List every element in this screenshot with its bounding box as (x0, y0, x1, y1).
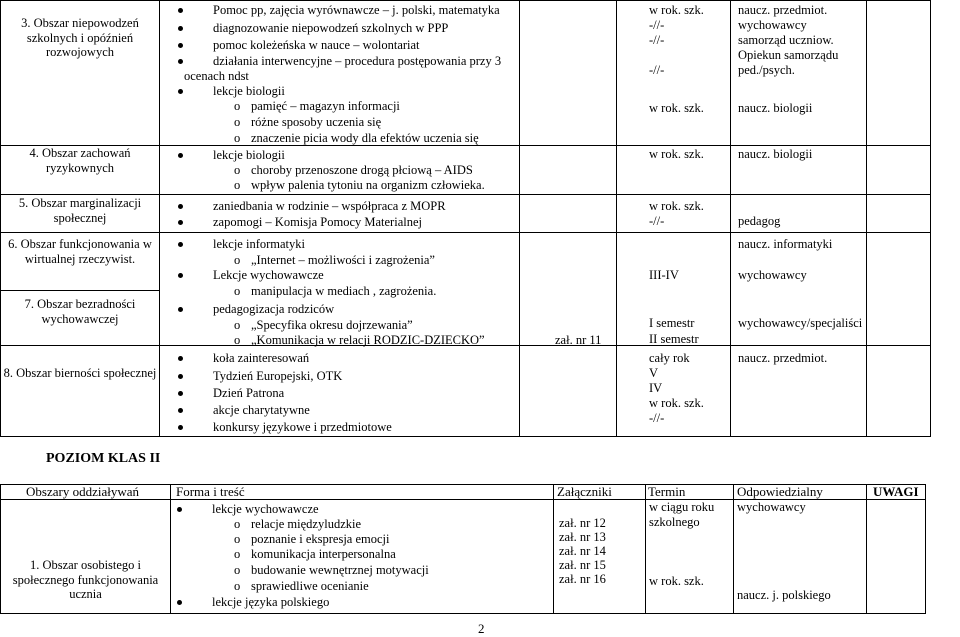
col-divider (170, 484, 171, 614)
responsible-cell: naucz. przedmiot. (738, 3, 828, 17)
term-cell: cały rok (649, 351, 690, 365)
list-item: lekcje informatyki (213, 237, 305, 251)
col-divider (866, 484, 867, 614)
sub-list-item: o różne sposoby uczenia się (251, 115, 381, 130)
column-header: Załączniki (557, 484, 612, 499)
term-cell: w rok. szk. (649, 396, 704, 410)
attachment-cell: zał. nr 16 (559, 572, 606, 586)
term-cell: -//- (649, 33, 665, 47)
sub-list-item: o znaczenie picia wody dla efektów uczenia się (251, 131, 479, 146)
sub-list-item: o manipulacja w mediach , zagrożenia. (251, 284, 436, 299)
column-header: Termin (648, 484, 686, 499)
col-divider (645, 484, 646, 614)
column-header: UWAGI (873, 484, 919, 499)
area-cell: 3. Obszar niepowodzeń szkolnych i opóźnień rozwojowych (21, 16, 139, 59)
list-item: pomoc koleżeńska w nauce – wolontariat (213, 38, 420, 52)
area-cell: 7. Obszar bezradności wychowawczej (24, 297, 136, 326)
sub-list-item: o budowanie wewnętrznej motywacji (251, 563, 429, 578)
sub-list-item: o relacje międzyludzkie (251, 517, 361, 532)
top-border (0, 0, 930, 1)
level-title: POZIOM KLAS II (46, 451, 161, 466)
sub-list-item: o poznanie i ekspresja emocji (251, 532, 390, 547)
column-header: Odpowiedzialny (737, 484, 823, 499)
responsible-cell: samorząd uczniow. (738, 33, 834, 47)
list-item: diagnozowanie niepowodzeń szkolnych w PPP (213, 21, 449, 35)
area-cell: 5. Obszar marginalizacji społecznej (18, 196, 142, 225)
attachment-cell: zał. nr 13 (559, 530, 606, 544)
term-cell: III-IV (649, 268, 679, 282)
term-cell: IV (649, 381, 663, 395)
term-cell: -//- (649, 411, 665, 425)
attachment-cell: zał. nr 11 (555, 333, 602, 347)
list-item: konkursy językowe i przedmiotowe (213, 420, 392, 434)
col-divider (553, 484, 554, 614)
term-cell: -//- (649, 18, 665, 32)
row-divider (0, 290, 160, 291)
term-cell: w ciągu roku (649, 500, 715, 514)
responsible-cell: wychowawcy (738, 18, 807, 32)
col-divider (730, 0, 731, 437)
list-item: Tydzień Europejski, OTK (213, 369, 343, 383)
term-cell: w rok. szk. (649, 147, 704, 161)
col-divider (616, 0, 617, 437)
list-item-continued: ocenach ndst (184, 69, 249, 83)
bottom-border (0, 436, 931, 437)
term-cell: w rok. szk. (649, 3, 704, 17)
term-cell: -//- (649, 63, 665, 77)
list-item: Pomoc pp, zajęcia wyrównawcze – j. polski, matematyka (213, 3, 500, 17)
list-item: Lekcje wychowawcze (213, 268, 324, 282)
responsible-cell: naucz. biologii (738, 101, 813, 115)
table-border (0, 613, 926, 614)
list-item: koła zainteresowań (213, 351, 310, 365)
list-item: lekcje biologii (213, 148, 285, 162)
term-cell: szkolnego (649, 515, 700, 529)
attachment-cell: zał. nr 12 (559, 516, 606, 530)
sub-list-item: o wpływ palenia tytoniu na organizm człowieka. (251, 178, 485, 193)
col-divider (866, 0, 867, 437)
list-item: lekcje języka polskiego (212, 595, 330, 609)
attachment-cell: zał. nr 15 (559, 558, 606, 572)
row-divider (0, 232, 931, 233)
sub-list-item: o „Komunikacja w relacji RODZIC-DZIECKO” (251, 333, 485, 348)
responsible-cell: pedagog (738, 214, 781, 228)
col-divider (925, 484, 926, 614)
list-item: akcje charytatywne (213, 403, 310, 417)
term-cell: -//- (649, 214, 665, 228)
area-cell: 8. Obszar bierności społecznej (3, 366, 157, 380)
sub-list-item: o „Specyfika okresu dojrzewania” (251, 318, 413, 333)
col-divider (519, 0, 520, 437)
responsible-cell: Opiekun samorządu (738, 48, 839, 62)
responsible-cell: naucz. biologii (738, 147, 813, 161)
responsible-cell: wychowawcy (738, 268, 807, 282)
term-cell: V (649, 366, 659, 380)
responsible-cell: naucz. j. polskiego (737, 588, 831, 602)
area-cell: 4. Obszar zachowań ryzykownych (29, 146, 131, 175)
sub-list-item: o sprawiedliwe ocenianie (251, 579, 369, 594)
sub-list-item: o choroby przenoszone drogą płciową – AIDS (251, 163, 473, 178)
term-cell: II semestr (649, 332, 699, 346)
term-cell: w rok. szk. (649, 574, 704, 588)
list-item: działania interwencyjne – procedura postępowania przy 3 (213, 54, 502, 68)
responsible-cell: naucz. przedmiot. (738, 351, 828, 365)
term-cell: I semestr (649, 316, 695, 330)
list-item: pedagogizacja rodziców (213, 302, 335, 316)
right-border (930, 0, 931, 437)
responsible-cell: wychowawcy (737, 500, 806, 514)
col-divider (733, 484, 734, 614)
list-item: zapomogi – Komisja Pomocy Materialnej (213, 215, 422, 229)
list-item: lekcje biologii (213, 84, 285, 98)
column-header: Forma i treść (176, 484, 245, 499)
responsible-cell: wychowawcy/specjaliści (738, 316, 863, 330)
attachment-cell: zał. nr 14 (559, 544, 606, 558)
area-cell: 1. Obszar osobistego i społecznego funkcjonowania ucznia (12, 558, 159, 601)
row-divider (0, 194, 931, 195)
page-number: 2 (478, 621, 485, 636)
term-cell: w rok. szk. (649, 101, 704, 115)
list-item: zaniedbania w rodzinie – współpraca z MOPR (213, 199, 446, 213)
list-item: Dzień Patrona (213, 386, 285, 400)
sub-list-item: o pamięć – magazyn informacji (251, 99, 400, 114)
col-divider (159, 0, 160, 437)
column-header: Obszary oddziaływań (26, 484, 139, 499)
list-item: lekcje wychowawcze (212, 502, 319, 516)
area-cell: 6. Obszar funkcjonowania w wirtualnej rzeczywist. (8, 237, 152, 266)
sub-list-item: o komunikacja interpersonalna (251, 547, 396, 562)
sub-list-item: o „Internet – możliwości i zagrożenia” (251, 253, 435, 268)
col-divider (0, 484, 1, 614)
term-cell: w rok. szk. (649, 199, 704, 213)
responsible-cell: ped./psych. (738, 63, 795, 77)
responsible-cell: naucz. informatyki (738, 237, 833, 251)
left-border (0, 0, 1, 437)
